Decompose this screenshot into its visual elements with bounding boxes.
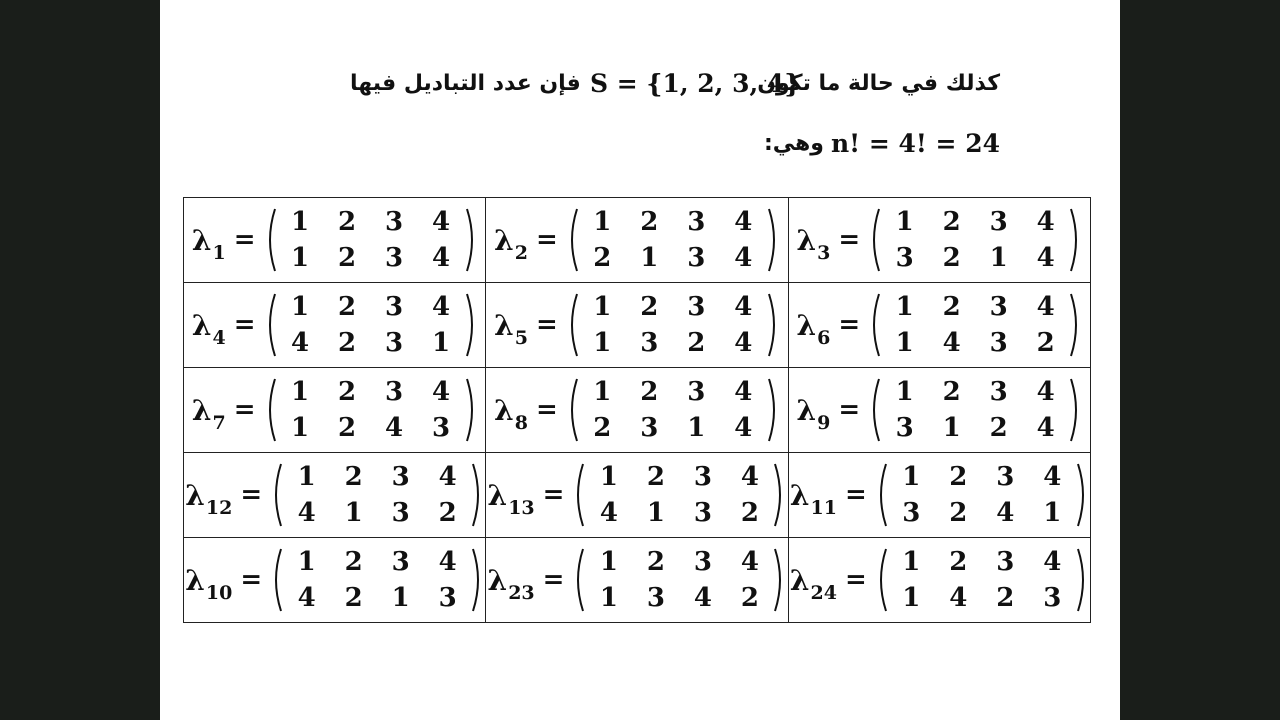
matrix-entry: 1 xyxy=(593,207,612,237)
matrix-entry: 3 xyxy=(384,328,404,358)
permutation-matrix xyxy=(868,374,1082,446)
permutation-matrix xyxy=(270,459,484,531)
matrix-entry: 2 xyxy=(949,498,968,528)
matrix-entry: 3 xyxy=(640,413,659,443)
matrix-entry: 4 xyxy=(599,498,618,528)
permutation-label xyxy=(789,563,837,604)
top-row xyxy=(888,459,1076,495)
permutation xyxy=(488,544,787,616)
matrix-entry: 1 xyxy=(290,413,310,443)
equals-sign: = xyxy=(233,310,256,340)
table-row xyxy=(184,368,1091,453)
matrix-entry: 3 xyxy=(391,462,410,492)
matrix-entry: 4 xyxy=(1036,207,1055,237)
right-parenthesis xyxy=(1069,377,1082,443)
matrix-entry: 2 xyxy=(942,292,961,322)
matrix-entry: 4 xyxy=(438,462,457,492)
matrix-entry: 4 xyxy=(1036,243,1055,273)
permutation-cell xyxy=(184,368,486,453)
matrix-entry: 3 xyxy=(693,498,712,528)
permutation xyxy=(494,374,780,446)
matrix-entry: 3 xyxy=(895,413,914,443)
permutation xyxy=(488,459,787,531)
lambda-symbol: λ xyxy=(796,308,817,342)
permutation-index: 5 xyxy=(514,326,529,349)
top-row xyxy=(888,544,1076,580)
right-parenthesis xyxy=(471,547,484,613)
right-parenthesis xyxy=(767,377,780,443)
equals-sign: = xyxy=(844,480,867,510)
factorial-expression: n! = 4! = 24 xyxy=(830,129,1000,158)
top-row xyxy=(283,544,471,580)
permutation-matrix xyxy=(566,204,780,276)
matrix-entry: 3 xyxy=(989,207,1008,237)
matrix-entry: 3 xyxy=(989,292,1008,322)
matrix-entry: 1 xyxy=(593,328,612,358)
matrix-entry: 4 xyxy=(734,243,753,273)
bottom-row xyxy=(579,410,767,446)
matrix-entry: 3 xyxy=(989,377,1008,407)
matrix-entry: 2 xyxy=(646,547,665,577)
lambda-symbol: λ xyxy=(789,563,810,597)
lambda-symbol: λ xyxy=(191,223,212,257)
bottom-row xyxy=(888,495,1076,531)
permutation-label xyxy=(789,478,837,519)
matrix-entry: 1 xyxy=(431,328,451,358)
bottom-row xyxy=(277,410,465,446)
bottom-row xyxy=(579,325,767,361)
left-parenthesis xyxy=(868,292,881,358)
matrix-entry: 4 xyxy=(740,462,759,492)
left-parenthesis xyxy=(868,207,881,273)
matrix-entry: 3 xyxy=(640,328,659,358)
lambda-symbol: λ xyxy=(487,478,508,512)
permutation-matrix xyxy=(264,289,478,361)
permutation-index: 8 xyxy=(514,411,529,434)
matrix-entry: 2 xyxy=(996,583,1015,613)
matrix-entry: 3 xyxy=(687,207,706,237)
top-row xyxy=(579,374,767,410)
matrix-entry: 4 xyxy=(431,243,451,273)
permutation xyxy=(790,544,1089,616)
equals-sign: = xyxy=(838,395,861,425)
matrix-entry: 2 xyxy=(337,207,357,237)
matrix-entry: 1 xyxy=(290,207,310,237)
intro-arabic-left: فإن عدد التباديل فيها xyxy=(350,71,581,96)
matrix-entry: 3 xyxy=(391,498,410,528)
left-parenthesis xyxy=(572,547,585,613)
equals-sign: = xyxy=(838,225,861,255)
left-parenthesis xyxy=(875,547,888,613)
matrix-entry: 1 xyxy=(297,547,316,577)
bottom-row xyxy=(585,495,773,531)
matrix-entry: 1 xyxy=(290,377,310,407)
right-parenthesis xyxy=(465,377,478,443)
matrix-entry: 1 xyxy=(646,498,665,528)
matrix-entry: 3 xyxy=(693,547,712,577)
permutation-index: 1 xyxy=(212,241,226,264)
permutation-label xyxy=(796,223,831,264)
permutation-cell xyxy=(486,198,788,283)
top-row xyxy=(579,289,767,325)
matrix-entry: 3 xyxy=(996,547,1015,577)
matrix-entry: 4 xyxy=(290,328,310,358)
matrix-entry: 4 xyxy=(1043,462,1062,492)
permutation-index: 12 xyxy=(205,496,233,519)
matrix-entry: 1 xyxy=(593,377,612,407)
matrix-entry: 3 xyxy=(902,498,921,528)
lambda-symbol: λ xyxy=(796,393,817,427)
left-parenthesis xyxy=(566,292,579,358)
matrix-entry: 2 xyxy=(640,207,659,237)
matrix-entry: 1 xyxy=(391,583,410,613)
matrix-entry: 3 xyxy=(384,377,404,407)
permutation xyxy=(494,204,780,276)
permutation-matrix xyxy=(572,459,786,531)
matrix-entry: 2 xyxy=(949,462,968,492)
equals-sign: = xyxy=(542,565,565,595)
matrix-entry: 2 xyxy=(337,328,357,358)
lambda-symbol: λ xyxy=(185,478,205,512)
right-parenthesis xyxy=(471,462,484,528)
matrix-entry: 3 xyxy=(438,583,457,613)
top-row xyxy=(881,289,1069,325)
matrix-entry: 3 xyxy=(996,462,1015,492)
permutation xyxy=(192,204,478,276)
lambda-symbol: λ xyxy=(494,223,514,257)
permutation-label xyxy=(494,223,529,264)
matrix-entry: 4 xyxy=(1036,292,1055,322)
lambda-symbol: λ xyxy=(191,308,212,342)
matrix-entry: 1 xyxy=(895,377,914,407)
equals-sign: = xyxy=(844,565,867,595)
matrix-entry: 3 xyxy=(989,328,1008,358)
permutation-cell xyxy=(184,283,486,368)
matrix-entry: 2 xyxy=(942,207,961,237)
equals-sign: = xyxy=(536,395,558,425)
right-parenthesis xyxy=(1076,547,1089,613)
matrix-entry: 1 xyxy=(297,462,316,492)
matrix-entry: 1 xyxy=(290,292,310,322)
permutation-index: 6 xyxy=(817,326,831,349)
permutation-matrix xyxy=(264,204,478,276)
equals-sign: = xyxy=(542,480,565,510)
permutation-label xyxy=(487,563,535,604)
matrix-entry: 2 xyxy=(337,413,357,443)
matrix-entry: 2 xyxy=(740,498,759,528)
matrix-entry: 2 xyxy=(337,377,357,407)
permutation-cell xyxy=(486,538,788,623)
permutation-matrix xyxy=(868,289,1082,361)
equals-sign: = xyxy=(233,395,256,425)
matrix-entry: 2 xyxy=(740,583,759,613)
permutation xyxy=(790,459,1089,531)
matrix-entry: 2 xyxy=(344,547,363,577)
permutation-label xyxy=(487,478,535,519)
left-parenthesis xyxy=(868,377,881,443)
matrix-entry: 3 xyxy=(687,292,706,322)
lambda-symbol: λ xyxy=(789,478,810,512)
matrix-entry: 2 xyxy=(989,413,1008,443)
matrix-entry: 1 xyxy=(902,462,921,492)
top-row xyxy=(277,374,465,410)
intro-arabic-right: كذلك في حالة ما تكون xyxy=(757,71,1000,96)
matrix-entry: 3 xyxy=(687,243,706,273)
permutation-cell xyxy=(788,283,1090,368)
matrix-entry: 1 xyxy=(593,292,612,322)
permutation xyxy=(185,459,484,531)
matrix-entry: 4 xyxy=(384,413,404,443)
left-parenthesis xyxy=(566,207,579,273)
left-parenthesis xyxy=(566,377,579,443)
matrix-entry: 4 xyxy=(431,207,451,237)
matrix-entry: 3 xyxy=(693,462,712,492)
matrix-entry: 4 xyxy=(949,583,968,613)
matrix-entry: 1 xyxy=(599,462,618,492)
equals-sign: = xyxy=(233,225,256,255)
right-parenthesis xyxy=(465,207,478,273)
matrix-entry: 3 xyxy=(646,583,665,613)
top-row xyxy=(585,544,773,580)
permutation-matrix xyxy=(270,544,484,616)
permutation-index: 4 xyxy=(212,326,226,349)
top-row xyxy=(579,204,767,240)
equals-sign: = xyxy=(240,565,263,595)
matrix-entry: 4 xyxy=(431,377,451,407)
top-row xyxy=(277,204,465,240)
left-parenthesis xyxy=(264,377,277,443)
permutation xyxy=(185,544,484,616)
permutation xyxy=(494,289,780,361)
lambda-symbol: λ xyxy=(191,393,212,427)
permutation-index: 2 xyxy=(514,241,529,264)
permutation xyxy=(192,374,478,446)
matrix-entry: 1 xyxy=(640,243,659,273)
left-parenthesis xyxy=(875,462,888,528)
permutation-cell xyxy=(788,368,1090,453)
bottom-row xyxy=(881,240,1069,276)
top-row xyxy=(277,289,465,325)
permutation-label xyxy=(185,563,233,604)
matrix-entry: 2 xyxy=(646,462,665,492)
left-parenthesis xyxy=(270,547,283,613)
permutation-label xyxy=(796,308,831,349)
matrix-entry: 1 xyxy=(895,207,914,237)
permutation-index: 7 xyxy=(212,411,226,434)
matrix-entry: 2 xyxy=(438,498,457,528)
permutation-cell xyxy=(486,453,788,538)
matrix-entry: 2 xyxy=(593,413,612,443)
matrix-entry: 4 xyxy=(734,292,753,322)
matrix-entry: 4 xyxy=(1036,413,1055,443)
matrix-entry: 2 xyxy=(687,328,706,358)
matrix-entry: 2 xyxy=(593,243,612,273)
bottom-row xyxy=(283,495,471,531)
left-parenthesis xyxy=(270,462,283,528)
matrix-entry: 2 xyxy=(1036,328,1055,358)
matrix-entry: 1 xyxy=(942,413,961,443)
matrix-entry: 3 xyxy=(384,207,404,237)
permutation-index: 9 xyxy=(817,411,831,434)
matrix-entry: 3 xyxy=(1043,583,1062,613)
permutation-index: 24 xyxy=(810,581,837,604)
permutation-cell xyxy=(486,368,788,453)
lambda-symbol: λ xyxy=(487,563,508,597)
matrix-entry: 3 xyxy=(384,292,404,322)
right-parenthesis xyxy=(773,547,786,613)
right-parenthesis xyxy=(1069,292,1082,358)
matrix-entry: 4 xyxy=(297,498,316,528)
permutation-index: 3 xyxy=(817,241,831,264)
lambda-symbol: λ xyxy=(494,308,514,342)
matrix-entry: 3 xyxy=(384,243,404,273)
matrix-entry: 1 xyxy=(895,328,914,358)
matrix-entry: 4 xyxy=(942,328,961,358)
permutation-index: 10 xyxy=(205,581,233,604)
top-row xyxy=(881,204,1069,240)
matrix-entry: 1 xyxy=(895,292,914,322)
matrix-entry: 2 xyxy=(344,462,363,492)
permutation-matrix xyxy=(875,459,1089,531)
permutation-label xyxy=(185,478,233,519)
matrix-entry: 4 xyxy=(431,292,451,322)
matrix-entry: 1 xyxy=(599,547,618,577)
matrix-entry: 4 xyxy=(740,547,759,577)
permutation xyxy=(192,289,478,361)
matrix-entry: 2 xyxy=(640,377,659,407)
equals-sign: = xyxy=(536,310,558,340)
table-row xyxy=(184,453,1091,538)
matrix-entry: 4 xyxy=(438,547,457,577)
matrix-entry: 1 xyxy=(1043,498,1062,528)
matrix-entry: 2 xyxy=(337,243,357,273)
matrix-entry: 2 xyxy=(337,292,357,322)
top-row xyxy=(585,459,773,495)
permutation-label xyxy=(796,393,831,434)
permutation-label xyxy=(494,393,529,434)
matrix-entry: 4 xyxy=(734,377,753,407)
permutation-cell xyxy=(486,283,788,368)
matrix-entry: 1 xyxy=(290,243,310,273)
set-definition: S = {1, 2, 3, 4} xyxy=(590,69,801,98)
permutation-matrix xyxy=(572,544,786,616)
permutation-cell xyxy=(184,198,486,283)
matrix-entry: 2 xyxy=(640,292,659,322)
matrix-entry: 3 xyxy=(687,377,706,407)
matrix-entry: 1 xyxy=(902,583,921,613)
permutations-table xyxy=(183,197,1091,623)
permutation-cell xyxy=(788,198,1090,283)
permutation-cell xyxy=(184,453,486,538)
matrix-entry: 4 xyxy=(734,413,753,443)
matrix-entry: 3 xyxy=(391,547,410,577)
bottom-row xyxy=(881,410,1069,446)
equals-sign: = xyxy=(240,480,263,510)
left-parenthesis xyxy=(264,292,277,358)
equals-sign: = xyxy=(536,225,558,255)
bottom-row xyxy=(277,240,465,276)
matrix-entry: 1 xyxy=(687,413,706,443)
right-parenthesis xyxy=(465,292,478,358)
matrix-entry: 4 xyxy=(693,583,712,613)
permutation-index: 23 xyxy=(508,581,535,604)
permutation-cell xyxy=(184,538,486,623)
matrix-entry: 1 xyxy=(344,498,363,528)
right-parenthesis xyxy=(1069,207,1082,273)
bottom-row xyxy=(888,580,1076,616)
matrix-entry: 1 xyxy=(989,243,1008,273)
permutation-label xyxy=(494,308,529,349)
permutation-label xyxy=(191,393,226,434)
permutation-matrix xyxy=(264,374,478,446)
top-row xyxy=(283,459,471,495)
bottom-row xyxy=(283,580,471,616)
permutation-matrix xyxy=(566,374,780,446)
left-parenthesis xyxy=(572,462,585,528)
matrix-entry: 2 xyxy=(344,583,363,613)
right-parenthesis xyxy=(1076,462,1089,528)
permutation xyxy=(796,374,1082,446)
left-parenthesis xyxy=(264,207,277,273)
matrix-entry: 4 xyxy=(734,207,753,237)
top-row xyxy=(881,374,1069,410)
permutation-index: 11 xyxy=(810,496,837,519)
permutation xyxy=(796,204,1082,276)
right-parenthesis xyxy=(767,207,780,273)
permutation-label xyxy=(191,308,226,349)
right-parenthesis xyxy=(773,462,786,528)
permutation-cell xyxy=(788,538,1090,623)
matrix-entry: 2 xyxy=(942,243,961,273)
matrix-entry: 3 xyxy=(431,413,451,443)
permutation-index: 13 xyxy=(508,496,535,519)
permutation xyxy=(796,289,1082,361)
intro-line-2 xyxy=(750,124,1000,164)
permutation-matrix xyxy=(868,204,1082,276)
permutation-cell xyxy=(788,453,1090,538)
permutation-matrix xyxy=(566,289,780,361)
matrix-entry: 4 xyxy=(996,498,1015,528)
bottom-row xyxy=(585,580,773,616)
matrix-entry: 1 xyxy=(902,547,921,577)
matrix-entry: 1 xyxy=(599,583,618,613)
matrix-entry: 2 xyxy=(942,377,961,407)
table-row xyxy=(184,283,1091,368)
lambda-symbol: λ xyxy=(494,393,514,427)
permutation-matrix xyxy=(875,544,1089,616)
matrix-entry: 3 xyxy=(895,243,914,273)
table-row xyxy=(184,198,1091,283)
intro-line-1 xyxy=(350,64,1000,104)
matrix-entry: 4 xyxy=(297,583,316,613)
equals-sign: = xyxy=(838,310,861,340)
intro-arabic-which-are: وهي: xyxy=(764,131,824,156)
table-row xyxy=(184,538,1091,623)
lambda-symbol: λ xyxy=(185,563,205,597)
matrix-entry: 4 xyxy=(734,328,753,358)
right-parenthesis xyxy=(767,292,780,358)
matrix-entry: 4 xyxy=(1043,547,1062,577)
bottom-row xyxy=(579,240,767,276)
matrix-entry: 4 xyxy=(1036,377,1055,407)
matrix-entry: 2 xyxy=(949,547,968,577)
lambda-symbol: λ xyxy=(796,223,817,257)
bottom-row xyxy=(881,325,1069,361)
permutation-label xyxy=(191,223,226,264)
bottom-row xyxy=(277,325,465,361)
